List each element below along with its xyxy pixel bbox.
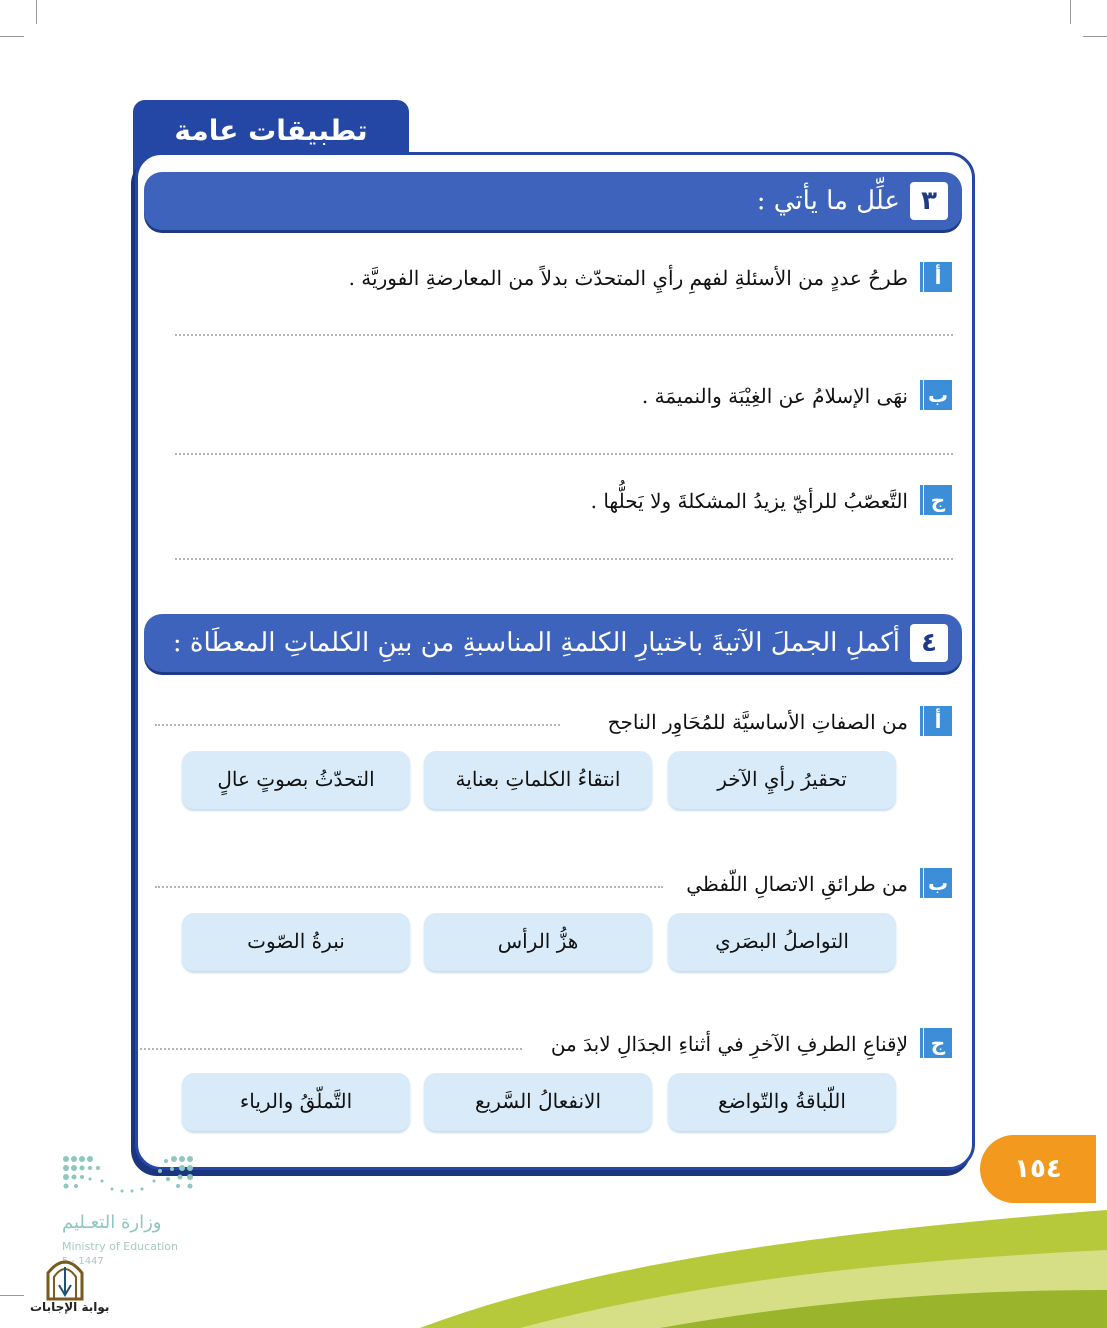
question-text: نهَى الإسلامُ عن الغِيْبَة والنميمَة . [641, 384, 908, 408]
question-text: طرحُ عددٍ من الأسئلةِ لفهمِ رأيِ المتحدّث بدلاً من المعارضةِ الفوريَّة . [348, 266, 908, 290]
ministry-logo-icon [62, 1155, 202, 1197]
question-letter: أ [924, 706, 952, 736]
crop-mark [1083, 36, 1107, 37]
answer-line[interactable] [175, 334, 953, 336]
question-3a [152, 262, 952, 296]
section-4-title: أكملِ الجملَ الآتيةَ باختيارِ الكلمةِ المناسبةِ من بينِ الكلماتِ المعطَاة : [172, 628, 900, 658]
answer-line[interactable] [140, 1048, 522, 1050]
section-3-title: علِّل ما يأتي : [756, 186, 900, 216]
answers-portal-logo-icon [44, 1255, 86, 1301]
section-3-bar [144, 172, 962, 230]
question-letter: أ [924, 262, 952, 292]
ministry-name-ar: وزارة التعـليم [62, 1212, 162, 1233]
choice-option[interactable]: هزُّ الرأس [424, 913, 652, 971]
question-letter: ج [924, 485, 952, 515]
page-number: ١٥٤ [980, 1135, 1096, 1203]
crop-mark [36, 0, 37, 24]
choice-option[interactable]: انتقاءُ الكلماتِ بعناية [424, 751, 652, 809]
question-4b [152, 868, 952, 902]
choice-option[interactable]: الانفعالُ السَّريع [424, 1073, 652, 1131]
ministry-year: 5 - 1447 [62, 1256, 104, 1267]
section-4-number: ٤ [910, 624, 948, 662]
question-text: التَّعصّبُ للرأيّ يزيدُ المشكلةَ ولا يَحلُّها . [590, 489, 908, 513]
section-3-number: ٣ [910, 182, 948, 220]
question-letter: ب [924, 868, 952, 898]
ministry-name-en: Ministry of Education [62, 1240, 179, 1253]
section-4-bar [144, 614, 962, 672]
question-text: من طرائقِ الاتصالِ اللّفظي [686, 872, 908, 896]
crop-mark [0, 1295, 24, 1296]
crop-mark [0, 36, 24, 37]
question-text: من الصفاتِ الأساسيَّة للمُحَاوِر الناجح [607, 710, 908, 734]
question-4c [152, 1028, 952, 1062]
answer-line[interactable] [175, 453, 953, 455]
question-letter: ج [924, 1028, 952, 1058]
choice-option[interactable]: نبرةُ الصّوت [182, 913, 410, 971]
header-tab-label: تطبيقات عامة [174, 114, 368, 147]
question-text: لإقناعِ الطرفِ الآخرِ في أثناءِ الجدَالِ لابدَ من [550, 1032, 908, 1056]
question-4a [152, 706, 952, 740]
answers-portal-label: بوابة الإجابات [30, 1300, 110, 1314]
choice-option[interactable]: التَّملّقُ والرياء [182, 1073, 410, 1131]
question-3c [152, 485, 952, 519]
choice-option[interactable]: تحقيرُ رأيِ الآخر [668, 751, 896, 809]
choice-option[interactable]: التواصلُ البصَري [668, 913, 896, 971]
crop-mark [1070, 0, 1071, 24]
answer-line[interactable] [155, 886, 663, 888]
answer-line[interactable] [175, 558, 953, 560]
question-letter: ب [924, 380, 952, 410]
choice-option[interactable]: التحدّثُ بصوتٍ عالٍ [182, 751, 410, 809]
answer-line[interactable] [155, 724, 560, 726]
decorative-swoosh [400, 1200, 1107, 1328]
choice-option[interactable]: اللّباقةُ والتّواضع [668, 1073, 896, 1131]
question-3b [152, 380, 952, 414]
